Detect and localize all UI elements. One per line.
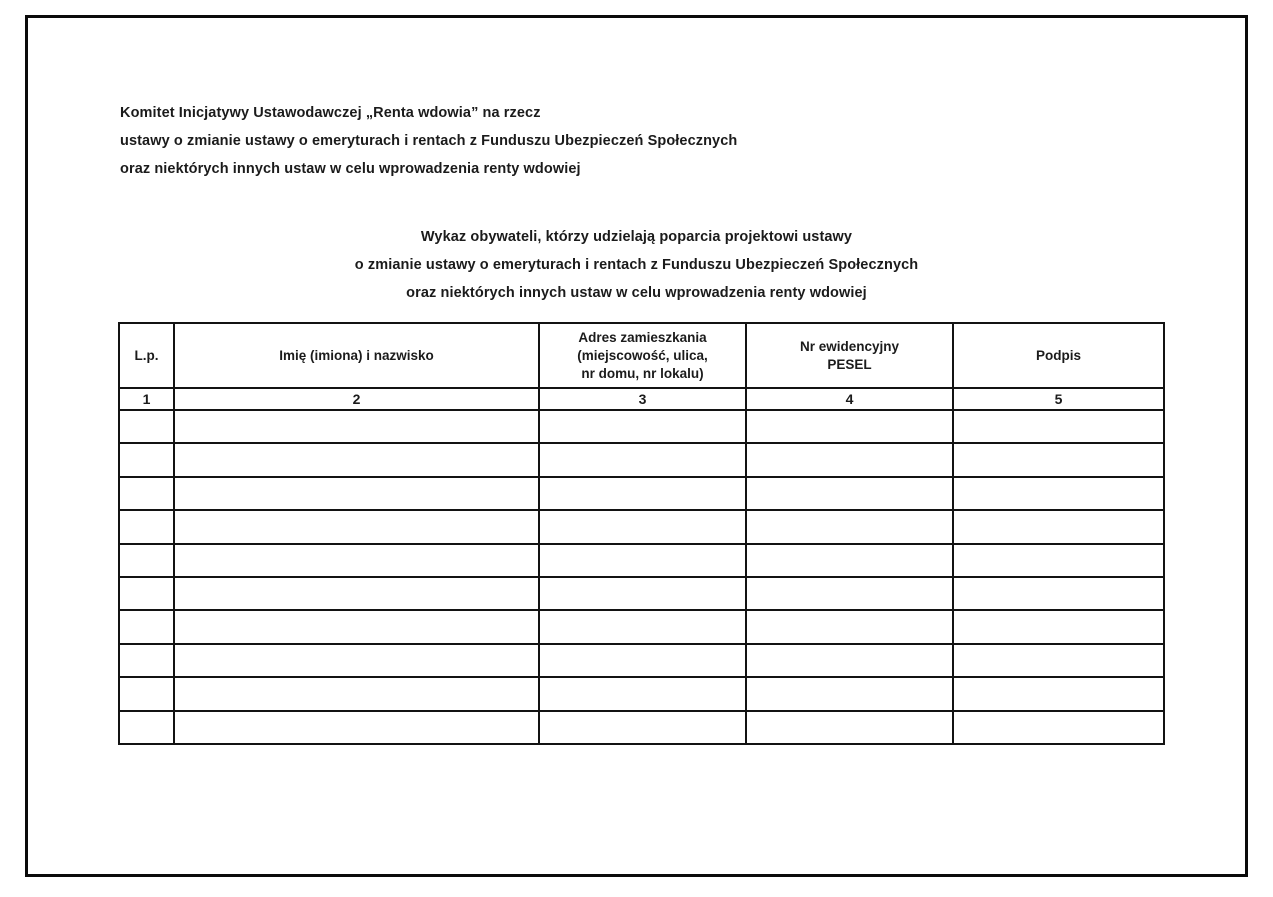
empty-cell-pesel [746, 544, 953, 577]
empty-cell-lp [119, 410, 174, 443]
empty-cell-name [174, 711, 539, 744]
empty-cell-address [539, 577, 746, 610]
empty-cell-lp [119, 610, 174, 643]
header-cell-lp [119, 323, 174, 388]
empty-cell-signature [953, 711, 1164, 744]
column-number-name: 2 [174, 388, 539, 410]
header-cell-line: PESEL [827, 356, 872, 372]
empty-cell-name [174, 443, 539, 476]
empty-cell-name [174, 510, 539, 543]
committee-header-line-3: oraz niektórych innych ustaw w celu wprowadzenia renty wdowiej [120, 161, 581, 177]
empty-cell-pesel [746, 644, 953, 677]
empty-cell-pesel [746, 677, 953, 710]
empty-cell-pesel [746, 610, 953, 643]
committee-header-line-2: ustawy o zmianie ustawy o emeryturach i rentach z Funduszu Ubezpieczeń Społecznych [120, 133, 738, 149]
empty-cell-lp [119, 544, 174, 577]
empty-cell-address [539, 644, 746, 677]
empty-cell-name [174, 477, 539, 510]
column-number-signature: 5 [953, 388, 1164, 410]
header-cell-line: (miejscowość, ulica, [577, 347, 708, 363]
header-cell-line: Imię (imiona) i nazwisko [279, 347, 434, 363]
table-row [119, 477, 1164, 510]
empty-cell-address [539, 410, 746, 443]
empty-cell-name [174, 610, 539, 643]
column-number-address: 3 [539, 388, 746, 410]
empty-cell-address [539, 544, 746, 577]
empty-cell-address [539, 677, 746, 710]
empty-cell-signature [953, 644, 1164, 677]
header-cell-address [539, 323, 746, 388]
empty-cell-address [539, 477, 746, 510]
document-title-line-3: oraz niektórych innych ustaw w celu wprowadzenia renty wdowiej [406, 285, 867, 301]
column-number-pesel: 4 [746, 388, 953, 410]
empty-cell-lp [119, 510, 174, 543]
empty-cell-name [174, 644, 539, 677]
header-cell-signature [953, 323, 1164, 388]
table-row [119, 577, 1164, 610]
empty-cell-signature [953, 577, 1164, 610]
document-title-line-2: o zmianie ustawy o emeryturach i rentach z Funduszu Ubezpieczeń Społecznych [354, 257, 919, 273]
table-row [119, 443, 1164, 476]
header-cell-line: nr domu, nr lokalu) [581, 365, 704, 381]
empty-cell-address [539, 610, 746, 643]
empty-cell-signature [953, 544, 1164, 577]
table-row [119, 544, 1164, 577]
header-cell-line: Nr ewidencyjny [799, 338, 900, 354]
empty-cell-lp [119, 577, 174, 610]
empty-cell-name [174, 677, 539, 710]
header-cell-line: Podpis [1035, 347, 1081, 363]
committee-header [120, 99, 737, 183]
header-cell-line: Adres zamieszkania [578, 329, 707, 345]
empty-cell-signature [953, 410, 1164, 443]
document-title [25, 223, 1248, 307]
column-number-lp: 1 [119, 388, 174, 410]
table-row [119, 610, 1164, 643]
table-row [119, 677, 1164, 710]
empty-cell-lp [119, 644, 174, 677]
empty-cell-lp [119, 711, 174, 744]
empty-cell-name [174, 410, 539, 443]
signature-table-head [119, 323, 1164, 388]
empty-cell-pesel [746, 477, 953, 510]
table-row [119, 644, 1164, 677]
header-cell-pesel [746, 323, 953, 388]
empty-cell-pesel [746, 510, 953, 543]
empty-cell-signature [953, 677, 1164, 710]
table-row [119, 410, 1164, 443]
empty-cell-lp [119, 443, 174, 476]
committee-header-line-1: Komitet Inicjatywy Ustawodawczej „Renta wdowia” na rzecz [120, 105, 541, 121]
column-number-row [119, 388, 1164, 410]
empty-cell-signature [953, 610, 1164, 643]
empty-cell-address [539, 443, 746, 476]
signature-table-body [119, 388, 1164, 744]
empty-cell-name [174, 544, 539, 577]
table-header-row [119, 323, 1164, 388]
document-title-line-1: Wykaz obywateli, którzy udzielają poparcia projektowi ustawy [420, 229, 853, 245]
empty-cell-name [174, 577, 539, 610]
empty-cell-signature [953, 510, 1164, 543]
empty-cell-pesel [746, 410, 953, 443]
signature-table [118, 322, 1165, 745]
header-cell-name [174, 323, 539, 388]
empty-cell-pesel [746, 577, 953, 610]
empty-cell-address [539, 711, 746, 744]
empty-cell-signature [953, 443, 1164, 476]
empty-cell-lp [119, 677, 174, 710]
table-row [119, 510, 1164, 543]
empty-cell-signature [953, 477, 1164, 510]
header-cell-line: L.p. [134, 347, 159, 363]
empty-cell-pesel [746, 443, 953, 476]
empty-cell-lp [119, 477, 174, 510]
empty-cell-pesel [746, 711, 953, 744]
empty-cell-address [539, 510, 746, 543]
table-row [119, 711, 1164, 744]
